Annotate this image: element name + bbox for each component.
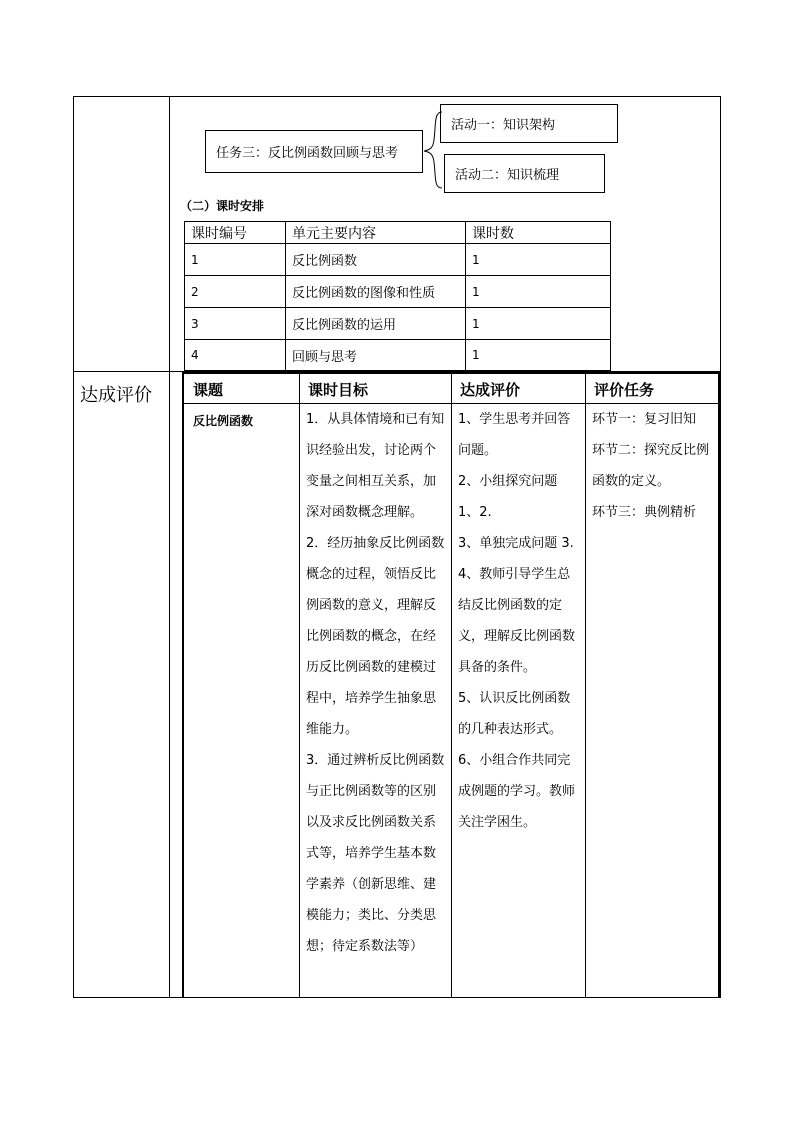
schedule-cell: 1 <box>472 348 480 362</box>
task-item: 环节一：复习旧知 <box>592 412 697 427</box>
activity-two-label: 活动二：知识梳理 <box>455 168 560 183</box>
schedule-cell: 1 <box>472 316 480 331</box>
task-three-label: 任务三：反比例函数回顾与思考 <box>216 146 399 161</box>
eval-header-tasks: 评价任务 <box>594 381 655 399</box>
activity-one-box <box>440 104 618 143</box>
outer-right-border <box>720 96 721 998</box>
goal-item: 1．从具体情境和已有知识经验出发，讨论两个变量之间相互关系，加深对函数概念理解。 <box>306 412 445 520</box>
eval-header-goals: 课时目标 <box>308 381 369 399</box>
schedule-cell: 4 <box>191 348 199 362</box>
schedule-cell: 1 <box>472 284 480 299</box>
schedule-header-content: 单元主要内容 <box>292 225 376 242</box>
goal-item: 3．通过辨析反比例函数与正比例函数等的区别以及求反比例函数关系式等，培养学生基本数学素养（创新思维、建模能力；类比、分类思想；待定系数法等） <box>306 753 445 954</box>
schedule-cell: 2 <box>191 284 199 299</box>
schedule-cell: 反比例函数 <box>292 254 358 269</box>
schedule-heading: （二）课时安排 <box>180 199 265 213</box>
schedule-cell: 3 <box>191 316 199 331</box>
eval-topic: 反比例函数 <box>193 414 254 428</box>
brace-connector-icon <box>422 110 444 190</box>
left-column-divider <box>169 96 170 998</box>
eval-header-achievement: 达成评价 <box>460 381 521 399</box>
achievement-item: 3、单独完成问题 3. <box>458 536 574 551</box>
activity-two-box <box>444 154 605 193</box>
eval-achievement-column <box>458 404 580 838</box>
schedule-header-hours: 课时数 <box>472 225 514 242</box>
activity-one-label: 活动一：知识架构 <box>451 118 556 133</box>
achievement-item: 2、小组探究问题 1、2. <box>458 474 558 520</box>
eval-header-topic: 课题 <box>193 381 224 399</box>
schedule-cell: 1 <box>191 252 199 267</box>
schedule-cell: 回顾与思考 <box>292 349 358 365</box>
achievement-item: 5、认识反比例函数的几种表达形式。 <box>458 691 571 737</box>
schedule-header-number: 课时编号 <box>191 225 247 242</box>
evaluation-row-label: 达成评价 <box>80 385 152 406</box>
task-three-box <box>205 130 423 173</box>
achievement-item: 4、教师引导学生总结反比例函数的定义，理解反比例函数具备的条件。 <box>458 567 576 675</box>
achievement-item: 6、小组合作共同完成例题的学习。教师关注学困生。 <box>458 753 576 830</box>
schedule-cell: 反比例函数的图像和性质 <box>292 286 436 301</box>
schedule-cell: 反比例函数的运用 <box>292 318 397 333</box>
goal-item: 2．经历抽象反比例函数概念的过程，领悟反比例函数的意义，理解反比例函数的概念，在经历反比例函数的建模过程中，培养学生抽象思维能力。 <box>306 536 445 737</box>
eval-goals-column <box>306 404 446 962</box>
schedule-cell: 1 <box>472 252 480 267</box>
eval-tasks-column <box>592 404 716 528</box>
task-item: 环节三：典例精析 <box>592 505 697 520</box>
outer-left-border <box>73 96 74 998</box>
task-item: 环节二：探究反比例函数的定义。 <box>592 443 710 489</box>
outer-bottom-border <box>73 997 721 998</box>
outer-top-border <box>73 96 721 97</box>
achievement-item: 1、学生思考并回答问题。 <box>458 412 571 458</box>
